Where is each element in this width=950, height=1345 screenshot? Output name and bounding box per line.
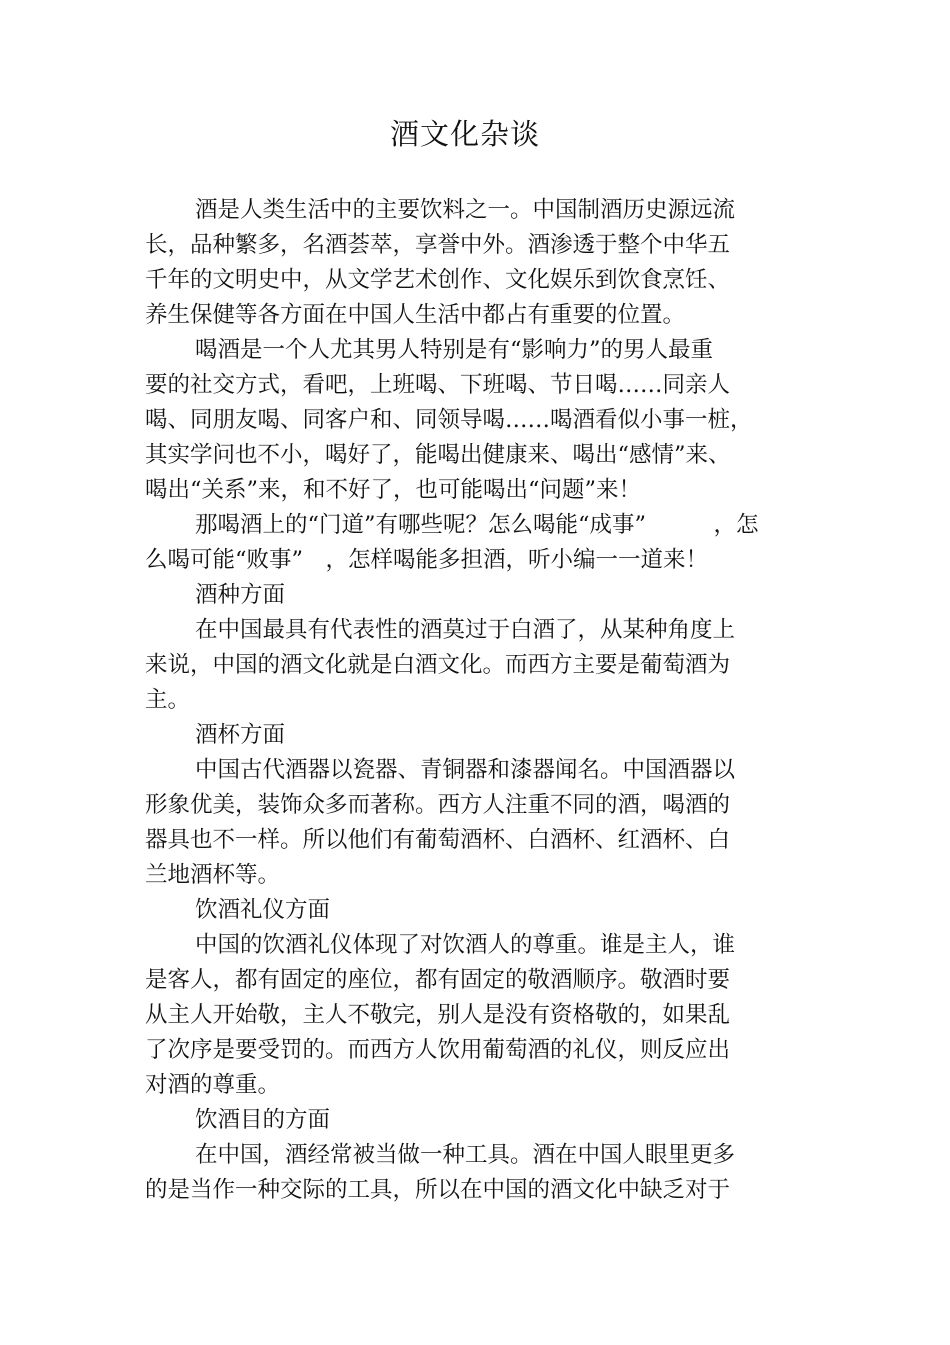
text-line: 千年的文明史中，从文学艺术创作、文化娱乐到饮食烹饪、 — [145, 267, 731, 293]
text-line: 器具也不一样。所以他们有葡萄酒杯、白酒杯、红酒杯、白 — [145, 827, 731, 853]
text-line: 兰地酒杯等。 — [145, 862, 281, 888]
text-line: 是客人，都有固定的座位，都有固定的敬酒顺序。敬酒时要 — [145, 967, 731, 993]
text-line: 主。 — [145, 687, 191, 713]
text-line: 那喝酒上的“门道”有哪些呢？怎么喝能“成事” ，怎 — [195, 512, 759, 538]
text-line: 喝酒是一个人尤其男人特别是有“影响力”的男人最重 — [195, 337, 714, 363]
text-line: 么喝可能“败事” ，怎样喝能多担酒，听小编一一道来！ — [145, 547, 709, 573]
text-line: 从主人开始敬，主人不敬完，别人是没有资格敬的，如果乱 — [145, 1002, 731, 1028]
text-line: 的是当作一种交际的工具，所以在中国的酒文化中缺乏对于 — [145, 1177, 731, 1203]
text-line: 来说，中国的酒文化就是白酒文化。而西方主要是葡萄酒为 — [145, 652, 731, 678]
text-line: 喝出“关系”来，和不好了，也可能喝出“问题”来！ — [145, 477, 642, 503]
text-line: 酒是人类生活中的主要饮料之一。中国制酒历史源远流 — [195, 197, 736, 223]
text-line: 要的社交方式，看吧，上班喝、下班喝、节日喝……同亲人 — [145, 372, 731, 398]
text-line: 饮酒礼仪方面 — [195, 897, 331, 923]
text-line: 了次序是要受罚的。而西方人饮用葡萄酒的礼仪，则反应出 — [145, 1037, 731, 1063]
text-line: 饮酒目的方面 — [195, 1107, 331, 1133]
text-line: 形象优美，装饰众多而著称。西方人注重不同的酒，喝酒的 — [145, 792, 731, 818]
text-line: 喝、同朋友喝、同客户和、同领导喝……喝酒看似小事一桩， — [145, 407, 753, 433]
text-line: 在中国最具有代表性的酒莫过于白酒了，从某种角度上 — [195, 617, 736, 643]
text-line: 其实学问也不小，喝好了，能喝出健康来、喝出“感情”来、 — [145, 442, 731, 468]
text-line: 中国的饮酒礼仪体现了对饮酒人的尊重。谁是主人，谁 — [195, 932, 736, 958]
text-line: 酒杯方面 — [195, 722, 286, 748]
document-title: 酒文化杂谈 — [389, 117, 540, 151]
text-line: 对酒的尊重。 — [145, 1072, 281, 1098]
document-body — [145, 193, 805, 1208]
text-line: 长，品种繁多，名酒荟萃，享誉中外。酒渗透于整个中华五 — [145, 232, 731, 258]
text-line: 养生保健等各方面在中国人生活中都占有重要的位置。 — [145, 302, 686, 328]
text-line: 中国古代酒器以瓷器、青铜器和漆器闻名。中国酒器以 — [195, 757, 736, 783]
text-line: 酒种方面 — [195, 582, 286, 608]
text-line: 在中国，酒经常被当做一种工具。酒在中国人眼里更多 — [195, 1142, 736, 1168]
